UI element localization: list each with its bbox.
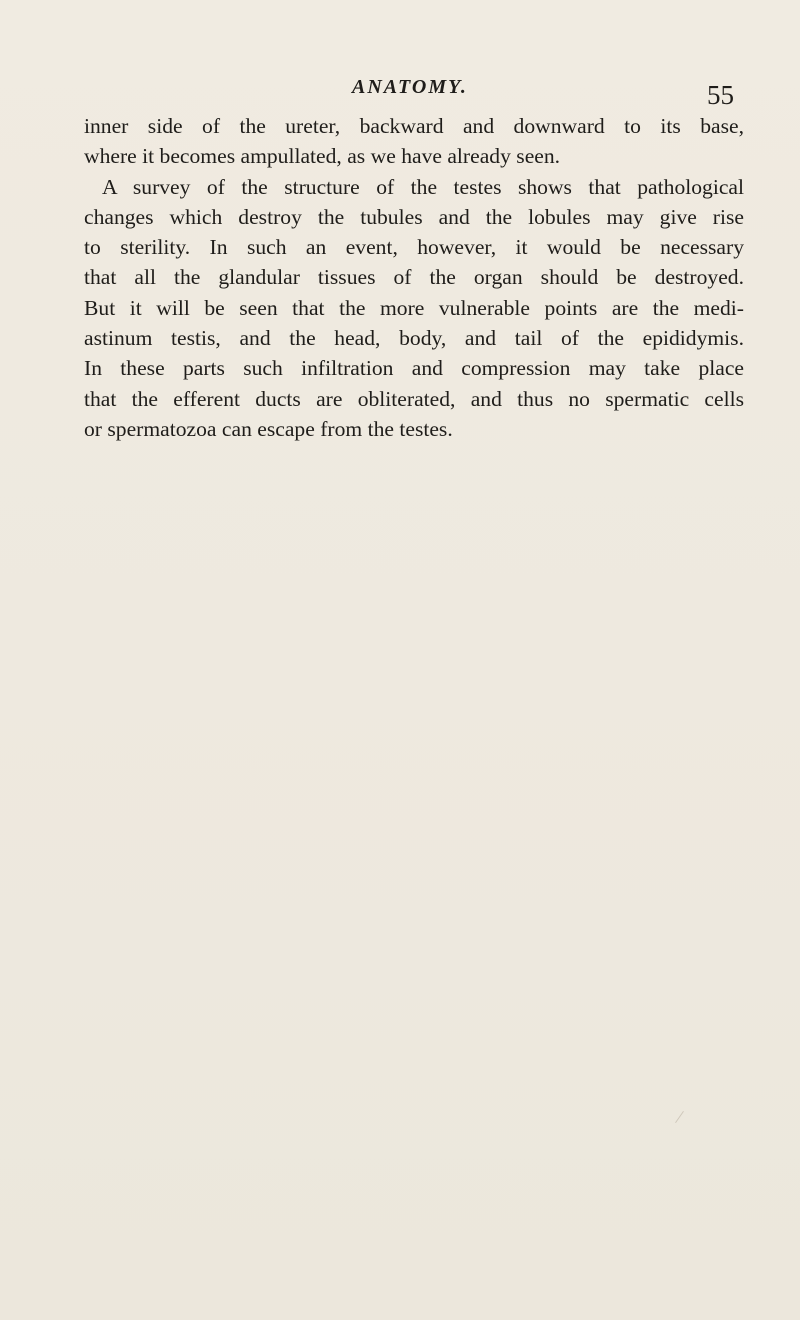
text-line: A survey of the structure of the testes shows that pathological [102,174,744,199]
text-line: that all the glandular tissues of the organ should be destroyed. [84,265,744,290]
text-line: In these parts such infiltration and compression may take place [84,356,744,381]
text-line: that the efferent ducts are obliterated, and thus no spermatic cells [84,386,744,411]
paper-speck [675,1111,684,1123]
running-head-title: ANATOMY. [352,76,468,98]
text-line: where it becomes ampullated, as we have already seen. [84,144,561,169]
text-line: or spermatozoa can escape from the testes. [84,416,453,441]
page-number: 55 [707,80,734,110]
text-line: to sterility. In such an event, however, it would be necessary [84,235,744,260]
body-text [84,111,744,444]
running-head [0,76,800,110]
text-line: astinum testis, and the head, body, and tail of the epididymis. [84,326,744,351]
text-line: changes which destroy the tubules and the lobules may give rise [84,204,744,229]
text-line: But it will be seen that the more vulnerable points are the medi- [84,295,744,320]
text-line: inner side of the ureter, backward and downward to its base, [84,114,744,138]
